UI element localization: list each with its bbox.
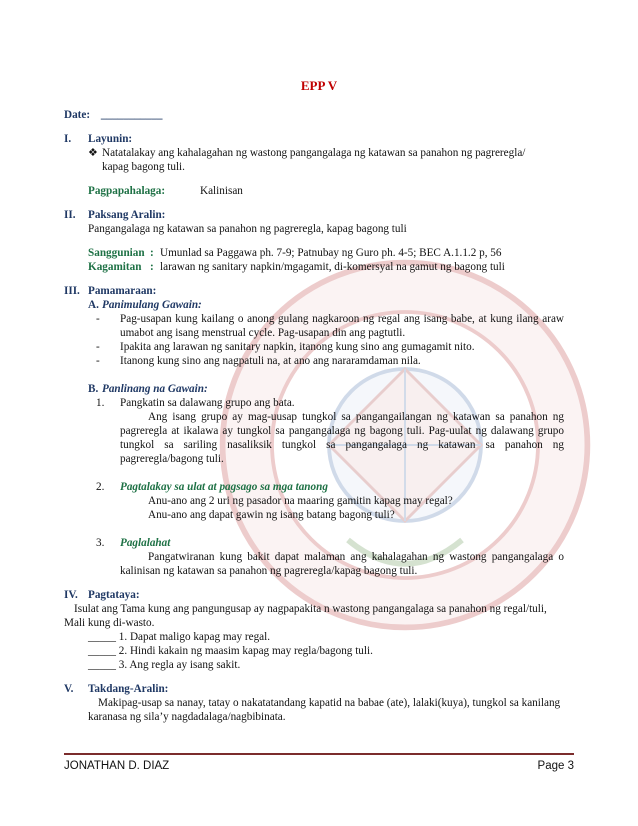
assessment-instructions: Isulat ang Tama kung ang pangungusap ay nagpapakita n wastong pangangalaga sa panahon ng regal/tuli, Mali kung di-wasto.	[64, 603, 547, 629]
section-pagtataya-heading	[64, 588, 564, 602]
materials-text: larawan ng sanitary napkin/mgagamit, di-komersyal na gamut ng bagong tuli	[160, 261, 505, 273]
subsection-heading: Panlinang na Gawain:	[102, 383, 208, 395]
list-item	[64, 340, 564, 354]
diamond-bullet-icon: ❖	[88, 147, 99, 159]
footer-divider	[64, 753, 574, 755]
section-heading: Takdang-Aralin:	[88, 683, 169, 695]
roman-numeral: II.	[64, 209, 76, 221]
dash-marker: -	[96, 313, 100, 325]
question-1: Anu-ano ang 2 uri ng pasador na maaring gamitin kapag may regal?	[148, 495, 453, 507]
subsection-a-heading	[64, 298, 564, 312]
step-text: Pangkatin sa dalawang grupo ang bata.	[120, 397, 295, 409]
step-3	[64, 536, 564, 550]
subsection-b-heading	[64, 382, 564, 396]
materials-colon: :	[150, 261, 154, 273]
value-text: Kalinisan	[200, 185, 243, 197]
section-heading: Pagtataya:	[88, 589, 140, 601]
reference-colon: :	[150, 247, 154, 259]
roman-numeral: III.	[64, 285, 80, 297]
value-label: Pagpapahalaga:	[88, 185, 166, 197]
list-item-text: Itanong kung sino ang nagpatuli na, at ano ang nararamdaman nila.	[120, 355, 421, 367]
list-item	[64, 354, 564, 368]
step-1-paragraph: Ang isang grupo ay mag-uusap tungkol sa pangangailangan ng katawan sa panahon ng pagreregla at ikalawa ay tungkol sa pangangalaga ng bagong tuli. Pag-uulat ng dalawang grupo tungkol sa sariling nasaliksik tungkol sa pangangalaga ng katawan sa panahon ng pagreregla/bagong tuli.	[120, 411, 564, 465]
list-item-text: Pag-usapan kung kailang o anong gulang nagkaroon ng regal ang isang babe, at kung ilang araw umabot ang isang menstrual cycle. Pag-usapan din ang pagtutli.	[120, 313, 564, 339]
step-number: 2.	[96, 481, 105, 493]
step-2	[64, 480, 564, 494]
step-number: 1.	[96, 397, 105, 409]
lesson-plan-body	[64, 108, 564, 724]
section-paksa-heading	[64, 208, 564, 222]
dash-marker: -	[96, 341, 100, 353]
step-number: 3.	[96, 537, 105, 549]
reference-label: Sanggunian	[88, 247, 145, 259]
document-title: EPP V	[300, 78, 338, 93]
assessment-item: _____ 1. Dapat maligo kapag may regal.	[88, 631, 271, 643]
subsection-letter: B.	[88, 383, 99, 395]
date-label: Date:	[64, 109, 91, 121]
reference-line	[64, 246, 564, 260]
list-item	[64, 312, 564, 340]
section-layunin-heading	[64, 132, 564, 146]
assessment-item: _____ 3. Ang regla ay isang sakit.	[88, 659, 241, 671]
dash-marker: -	[96, 355, 100, 367]
topic-text: Pangangalaga ng katawan sa panahon ng pagreregla, kapag bagong tuli	[88, 223, 407, 235]
section-heading: Pamamaraan:	[88, 285, 157, 297]
question-2: Anu-ano ang dapat gawin ng isang batang bagong tuli?	[148, 509, 395, 521]
date-line	[64, 108, 564, 122]
section-pamamaraan-heading	[64, 284, 564, 298]
assessment-item: _____ 2. Hindi kakain ng maasim kapag may regla/bagong tuli.	[88, 645, 373, 657]
section-takdang-aralin-heading	[64, 682, 564, 696]
list-item-text: Ipakita ang larawan ng sanitary napkin, itanong kung sino ang gumagamit nito.	[120, 341, 475, 353]
section-heading: Paksang Aralin:	[88, 209, 166, 221]
footer-page-number: Page 3	[537, 760, 574, 772]
step-heading: Paglalahat	[120, 537, 171, 549]
objective-bullet	[64, 146, 564, 160]
step-1	[64, 396, 564, 410]
date-blank: ___________	[100, 109, 163, 121]
homework-text: Makipag-usap sa nanay, tatay o nakatatandang kapatid na babae (ate), lalaki(kuya), tungkol sa kanilang karanasa ng sila’y nagdadalaga/nagbibinata.	[88, 697, 561, 723]
materials-label: Kagamitan	[88, 261, 142, 273]
objective-text: Natatalakay ang kahalagahan ng wastong pangangalaga ng katawan sa panahon ng pagreregla/	[102, 147, 526, 159]
section-heading: Layunin:	[88, 133, 133, 145]
roman-numeral: IV.	[64, 589, 78, 601]
roman-numeral: V.	[64, 683, 74, 695]
step-3-paragraph: Pangatwiranan kung bakit dapat malaman ang kahalagahan ng wastong pangangalaga o kalinisan ng katawan sa panahon ng pagreregla/kapag bagong tuli.	[120, 551, 564, 577]
step-heading: Pagtalakay sa ulat at pagsago sa mga tanong	[120, 481, 328, 493]
materials-line	[64, 260, 564, 274]
roman-numeral: I.	[64, 133, 72, 145]
subsection-letter: A.	[88, 299, 99, 311]
value-line	[64, 184, 564, 198]
footer-author: JONATHAN D. DIAZ	[64, 760, 170, 772]
subsection-heading: Panimulang Gawain:	[102, 299, 202, 311]
reference-text: Umunlad sa Paggawa ph. 7-9; Patnubay ng Guro ph. 4-5; BEC A.1.1.2 p, 56	[160, 247, 502, 259]
objective-text-cont: kapag bagong tuli.	[102, 161, 185, 173]
